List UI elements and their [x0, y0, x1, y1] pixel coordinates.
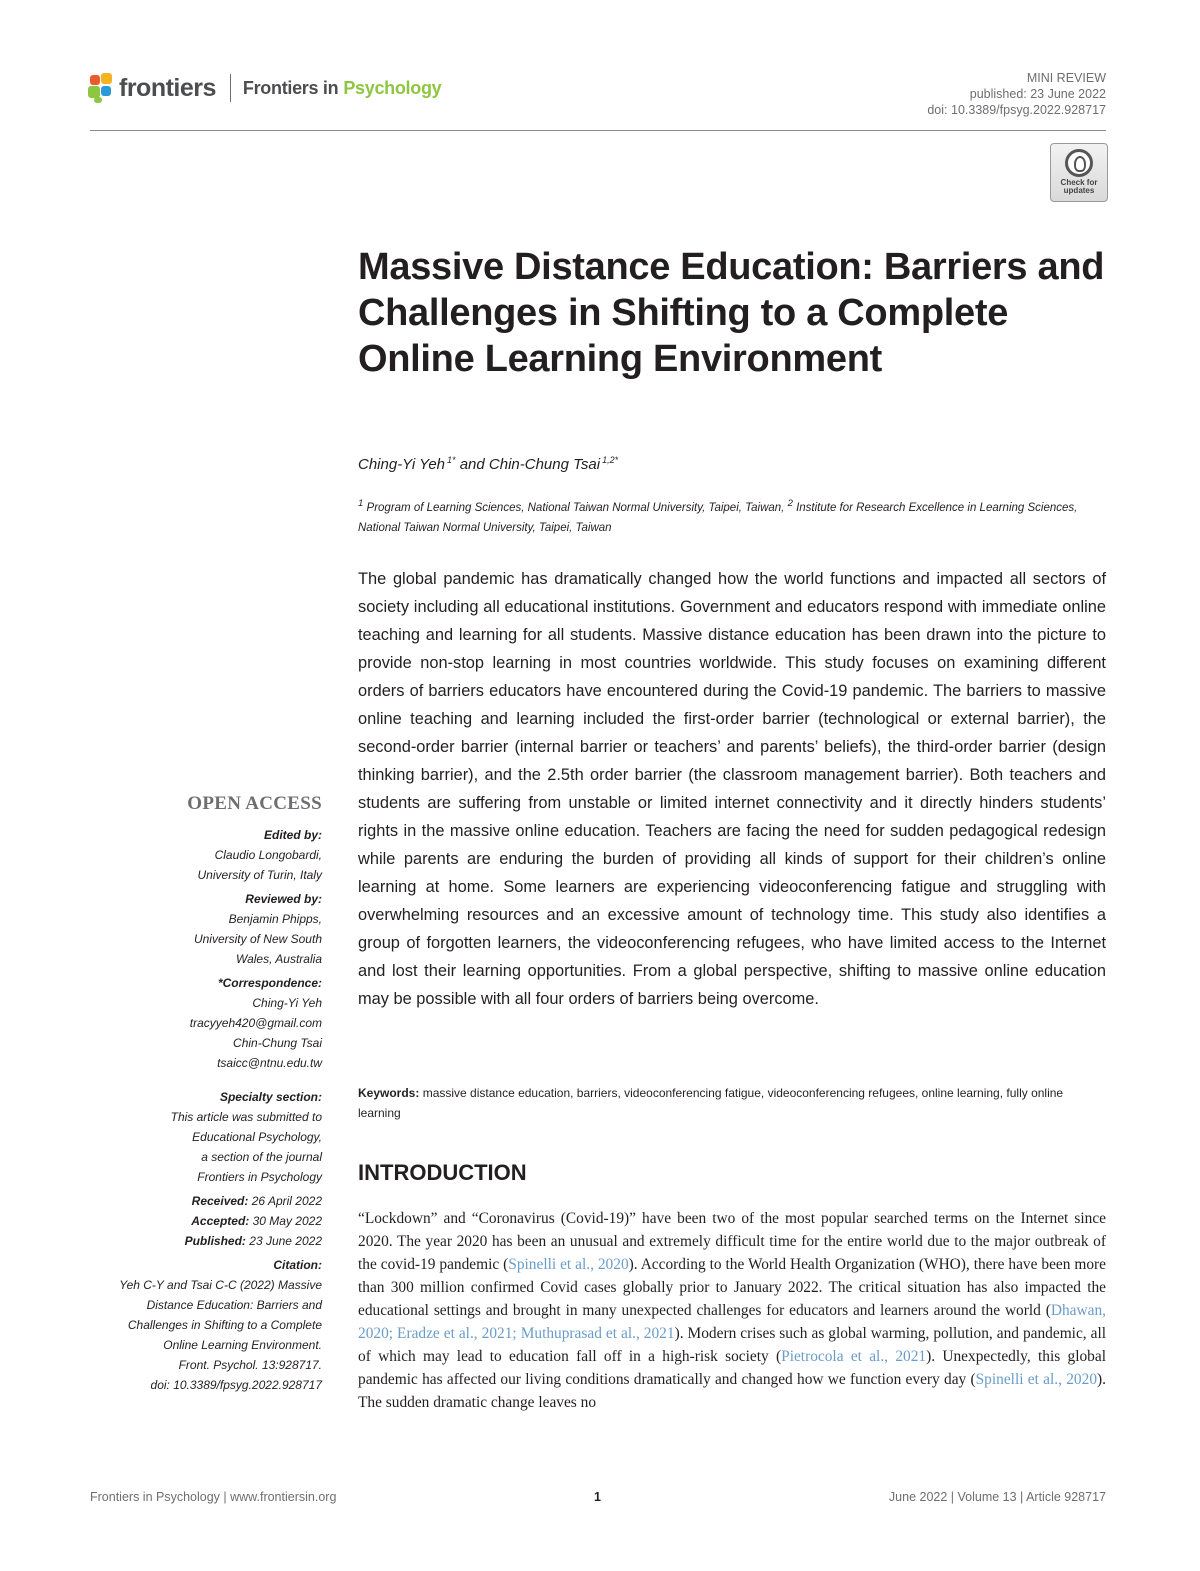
page-number: 1	[594, 1490, 601, 1504]
correspondent-name: Ching-Yi Yeh	[252, 996, 322, 1010]
article-title: Massive Distance Education: Barriers and Challenges in Shifting to a Complete Online Learning Environment	[358, 246, 1105, 380]
section-heading-introduction: INTRODUCTION	[358, 1160, 527, 1185]
check-updates-label-2: updates	[1063, 186, 1095, 195]
citation-text: Online Learning Environment.	[163, 1338, 322, 1352]
affil-mark: 1	[358, 498, 364, 509]
reviewer-affiliation: Wales, Australia	[235, 952, 322, 966]
correspondent-email[interactable]: tsaicc@ntnu.edu.tw	[217, 1056, 322, 1070]
affiliations	[358, 494, 1103, 538]
keywords	[358, 1083, 1106, 1123]
author-affil-mark: 1,2*	[602, 455, 619, 465]
body-text: “Lockdown” and “Coronavirus (Covid-19)” have been two of the most popular searched terms on the Internet since 2020. The year 2020 has been an unusual and extremely difficult time for the entire world due to the major outbreak of the covid-19 pandemic (	[358, 1210, 1106, 1273]
logo-divider	[230, 74, 231, 102]
keywords-list: massive distance education, barriers, videoconferencing fatigue, videoconferencing refugees, online learning, fully online learning	[358, 1086, 1064, 1120]
received-date: Received: 26 April 2022	[191, 1194, 322, 1208]
author-joiner: and	[459, 456, 485, 473]
citation-text: Challenges in Shifting to a Complete	[127, 1318, 322, 1332]
header-divider	[90, 130, 1106, 131]
affiliation: Program of Learning Sciences, National Taiwan Normal University, Taipei, Taiwan,	[366, 501, 785, 514]
affiliation: Institute for Research Excellence in Learning Sciences, National Taiwan Normal University, Taipei, Taiwan	[358, 501, 1078, 534]
correspondent-name: Chin-Chung Tsai	[233, 1036, 322, 1050]
journal-prefix: Frontiers in	[242, 77, 339, 98]
reviewer-name[interactable]: Benjamin Phipps,	[228, 912, 322, 926]
citation-link[interactable]: Dhawan, 2020; Eradze et al., 2021; Muthuprasad et al., 2021	[358, 1302, 1106, 1342]
citation-text: Distance Education: Barriers and	[146, 1298, 322, 1312]
correspondent-email[interactable]: tracyyeh420@gmail.com	[189, 1016, 322, 1030]
correspondence-block	[82, 973, 322, 1073]
journal-logo[interactable]	[88, 70, 441, 106]
specialty-text: Frontiers in Psychology	[197, 1170, 322, 1184]
article-doi[interactable]: doi: 10.3389/fpsyg.2022.928717	[927, 103, 1106, 117]
edited-by-block	[82, 825, 322, 885]
open-access-badge: OPEN ACCESS	[187, 793, 322, 814]
introduction-paragraph	[358, 1207, 1106, 1414]
body-text: ). The sudden dramatic change leaves no	[358, 1371, 1106, 1411]
reviewer-affiliation: University of New South	[193, 932, 322, 946]
editor-name[interactable]: Claudio Longobardi,	[214, 848, 322, 862]
accepted-date: Accepted: 30 May 2022	[191, 1214, 322, 1228]
body-text: ). According to the World Health Organization (WHO), there have been more than 300 million confirmed Covid cases globally prior to January 2022. The critical situation has also impacted the educational settings and brought in many unexpected challenges for educators and learners around the world (	[358, 1256, 1106, 1319]
brand-name: frontiers	[119, 73, 216, 102]
specialty-label: Specialty section:	[219, 1090, 322, 1104]
frontiers-logo-icon	[88, 73, 114, 103]
footer-volume-info: June 2022 | Volume 13 | Article 928717	[888, 1490, 1106, 1504]
author-name[interactable]: Chin-Chung Tsai	[488, 456, 601, 473]
citation-block	[82, 1255, 322, 1395]
affil-mark: 2	[787, 498, 793, 509]
citation-link[interactable]: Spinelli et al., 2020	[975, 1371, 1098, 1388]
journal-subject: Psychology	[343, 77, 442, 98]
article-meta	[927, 70, 1106, 118]
footer-journal-link[interactable]: Frontiers in Psychology | www.frontiersin.org	[90, 1490, 337, 1504]
citation-doi[interactable]: doi: 10.3389/fpsyg.2022.928717	[150, 1378, 322, 1392]
specialty-block	[82, 1087, 322, 1187]
author-name[interactable]: Ching-Yi Yeh	[358, 456, 446, 473]
citation-link[interactable]: Pietrocola et al., 2021	[781, 1348, 927, 1365]
correspondence-label: *Correspondence:	[217, 976, 322, 990]
article-info-sidebar	[82, 793, 322, 1399]
author-list	[358, 455, 618, 473]
citation-label: Citation:	[273, 1258, 322, 1272]
body-text: ). Unexpectedly, this global pandemic has affected our living conditions dramatically and changed how we function every day (	[358, 1348, 1106, 1388]
author-affil-mark: 1*	[447, 455, 456, 465]
edited-by-label: Edited by:	[263, 828, 322, 842]
specialty-text: a section of the journal	[201, 1150, 322, 1164]
article-type: MINI REVIEW	[1026, 71, 1106, 85]
check-for-updates-button[interactable]	[1050, 143, 1108, 202]
citation-text: Yeh C-Y and Tsai C-C (2022) Massive	[119, 1278, 322, 1292]
editor-affiliation: University of Turin, Italy	[197, 868, 322, 882]
reviewed-by-block	[82, 889, 322, 969]
citation-link[interactable]: Spinelli et al., 2020	[508, 1256, 629, 1273]
check-updates-label-1: Check for	[1060, 178, 1098, 187]
reviewed-by-label: Reviewed by:	[245, 892, 322, 906]
crossmark-icon	[1065, 149, 1093, 177]
specialty-text: Educational Psychology,	[192, 1130, 322, 1144]
published-date-sidebar: Published: 23 June 2022	[184, 1234, 322, 1248]
published-date: published: 23 June 2022	[969, 87, 1106, 101]
specialty-text: This article was submitted to	[170, 1110, 322, 1124]
body-text: ). Modern crises such as global warming, pollution, and pandemic, all of which may lead to education fall off in a high-risk society (	[358, 1325, 1106, 1365]
dates-block	[82, 1191, 322, 1251]
citation-text: Front. Psychol. 13:928717.	[178, 1358, 322, 1372]
abstract: The global pandemic has dramatically changed how the world functions and impacted all sectors of society including all educational institutions. Government and educators respond with immediate online teaching and learning for all students. Massive distance education has been drawn into the picture to provide non-stop learning in most countries worldwide. This study focuses on examining different orders of barriers educators have encountered during the Covid-19 pandemic. The barriers to massive online teaching and learning included the first-order barrier (technological or external barrier), the second-order barrier (internal barrier or teachers’ and parents’ beliefs), the third-order barrier (design thinking barrier), and the 2.5th order barrier (the classroom management barrier). Both teachers and students are suffering from unstable or limited internet connectivity and it directly hinders students’ rights in the massive online education. Teachers are facing the need for sudden pedagogical redesign while parents are enduring the burden of providing all kinds of support for their children’s online learning at home. Some learners are experiencing videoconferencing fatigue and struggling with overwhelming resources and an excessive amount of technology time. This study also identifies a group of forgotten learners, the videoconferencing refugees, who have limited access to the Internet and lost their learning opportunities. From a global perspective, shifting to massive online education may be possible with all four orders of barriers being overcome.	[358, 570, 1106, 1008]
keywords-label: Keywords:	[358, 1086, 420, 1100]
